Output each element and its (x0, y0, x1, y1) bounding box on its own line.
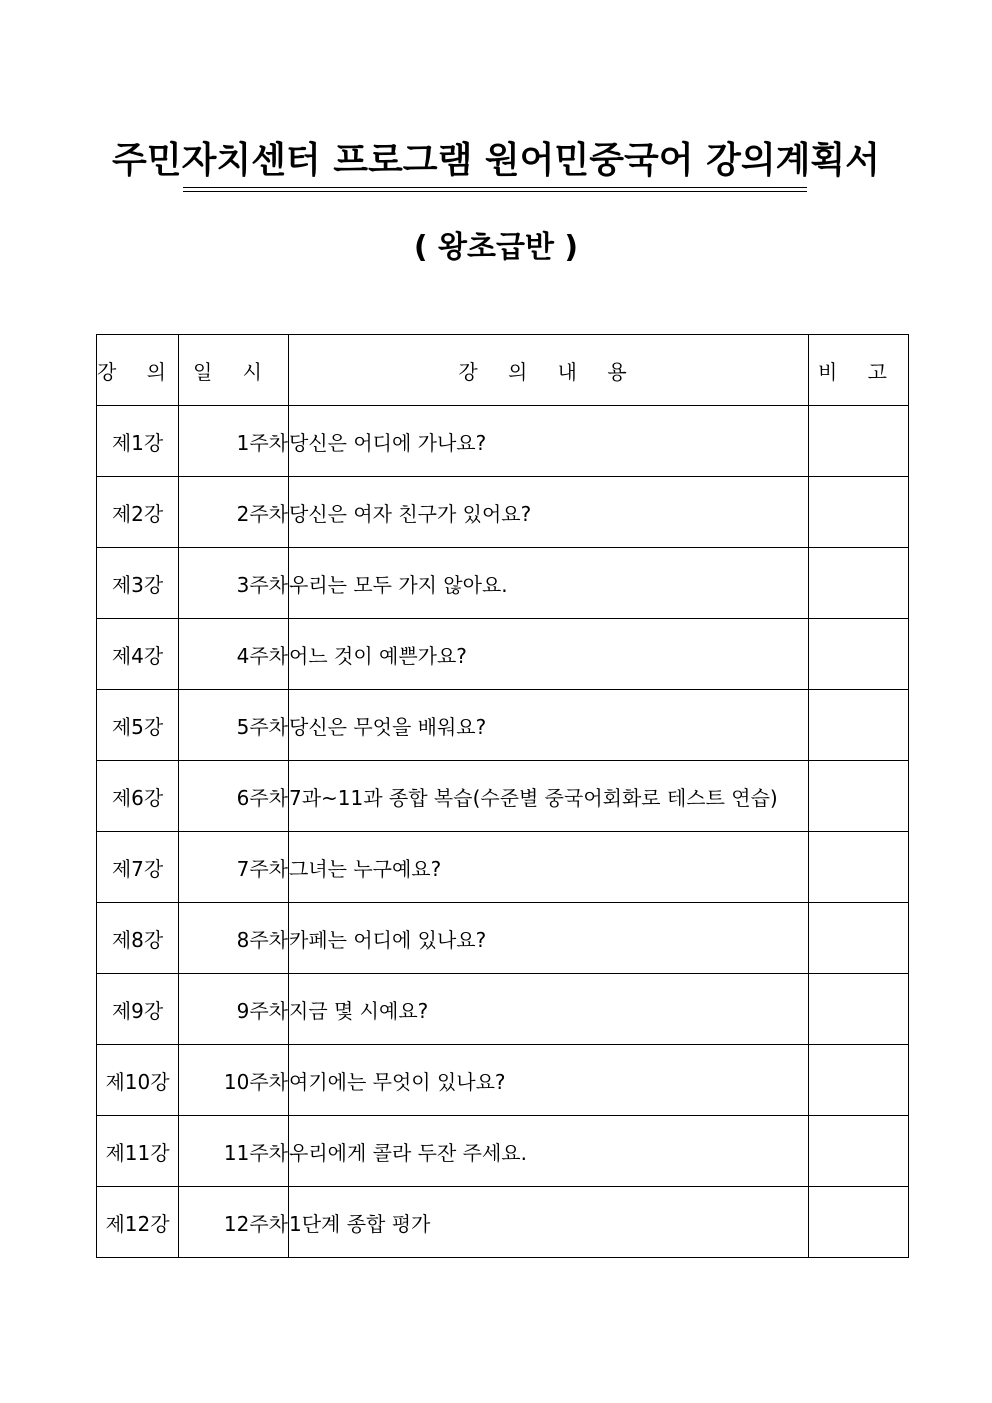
table-row (97, 832, 909, 903)
note-cell (809, 1116, 909, 1187)
lecture-cell: 제10강 (97, 1045, 179, 1116)
content-cell: 어느 것이 예쁜가요? (289, 619, 809, 690)
note-cell (809, 477, 909, 548)
header-date: 일 시 (179, 335, 289, 406)
table-header-row (97, 335, 909, 406)
content-cell: 카페는 어디에 있나요? (289, 903, 809, 974)
date-cell: 2주차 (179, 477, 289, 548)
date-cell: 6주차 (179, 761, 289, 832)
note-cell (809, 690, 909, 761)
lecture-cell: 제6강 (97, 761, 179, 832)
lecture-cell: 제4강 (97, 619, 179, 690)
table-row (97, 690, 909, 761)
lecture-cell: 제3강 (97, 548, 179, 619)
date-cell: 1주차 (179, 406, 289, 477)
content-cell: 1단계 종합 평가 (289, 1187, 809, 1258)
content-cell: 그녀는 누구예요? (289, 832, 809, 903)
table-row (97, 761, 909, 832)
note-cell (809, 903, 909, 974)
lecture-cell: 제2강 (97, 477, 179, 548)
note-cell (809, 761, 909, 832)
note-cell (809, 974, 909, 1045)
date-cell: 12주차 (179, 1187, 289, 1258)
date-cell: 4주차 (179, 619, 289, 690)
date-cell: 5주차 (179, 690, 289, 761)
content-cell: 우리는 모두 가지 않아요. (289, 548, 809, 619)
lecture-cell: 제5강 (97, 690, 179, 761)
table-body (97, 406, 909, 1258)
note-cell (809, 832, 909, 903)
date-cell: 11주차 (179, 1116, 289, 1187)
lecture-cell: 제7강 (97, 832, 179, 903)
date-cell: 7주차 (179, 832, 289, 903)
document-title: 주민자치센터 프로그램 원어민중국어 강의계획서 (112, 140, 880, 181)
table-row (97, 1187, 909, 1258)
lecture-cell: 제1강 (97, 406, 179, 477)
content-cell: 우리에게 콜라 두잔 주세요. (289, 1116, 809, 1187)
note-cell (809, 548, 909, 619)
note-cell (809, 619, 909, 690)
table-row (97, 974, 909, 1045)
table-row (97, 903, 909, 974)
note-cell (809, 1045, 909, 1116)
content-cell: 당신은 어디에 가나요? (289, 406, 809, 477)
header-lecture: 강 의 (97, 335, 179, 406)
table-row (97, 548, 909, 619)
content-cell: 당신은 여자 친구가 있어요? (289, 477, 809, 548)
lecture-plan-table (96, 334, 909, 1258)
content-cell: 여기에는 무엇이 있나요? (289, 1045, 809, 1116)
table-row (97, 1116, 909, 1187)
note-cell (809, 406, 909, 477)
table-row (97, 477, 909, 548)
table-row (97, 1045, 909, 1116)
table-row (97, 619, 909, 690)
lecture-cell: 제8강 (97, 903, 179, 974)
lecture-cell: 제11강 (97, 1116, 179, 1187)
date-cell: 10주차 (179, 1045, 289, 1116)
note-cell (809, 1187, 909, 1258)
title-double-underline (183, 187, 807, 192)
date-cell: 8주차 (179, 903, 289, 974)
lecture-cell: 제9강 (97, 974, 179, 1045)
content-cell: 지금 몇 시예요? (289, 974, 809, 1045)
table-row (97, 406, 909, 477)
lecture-cell: 제12강 (97, 1187, 179, 1258)
content-cell: 7과~11과 종합 복습(수준별 중국어회화로 테스트 연습) (289, 761, 809, 832)
date-cell: 9주차 (179, 974, 289, 1045)
header-note: 비 고 (809, 335, 909, 406)
content-cell: 당신은 무엇을 배워요? (289, 690, 809, 761)
date-cell: 3주차 (179, 548, 289, 619)
header-content: 강 의 내 용 (289, 335, 809, 406)
document-subtitle: ( 왕초급반 ) (413, 230, 579, 265)
